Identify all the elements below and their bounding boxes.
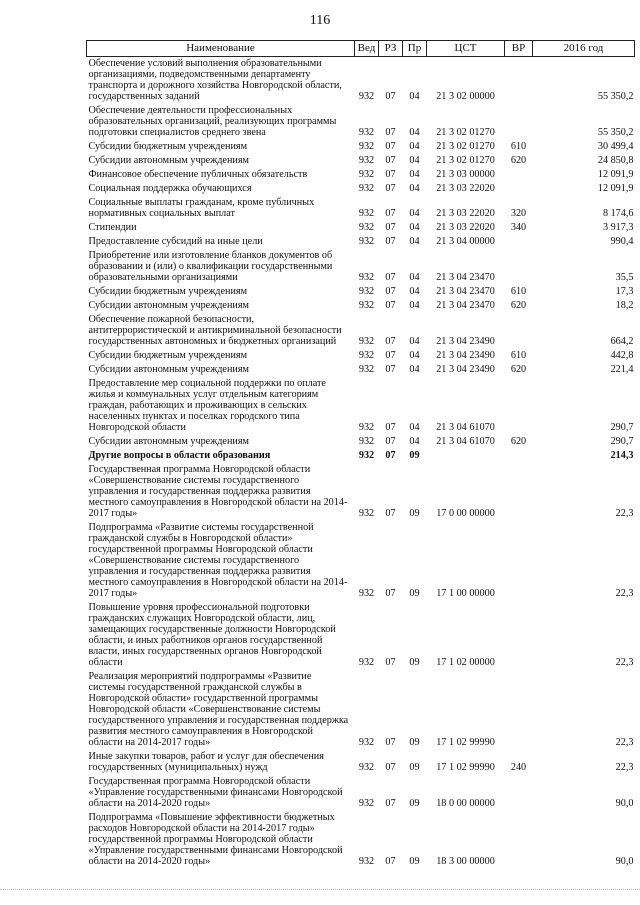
row-sum: 24 850,8 <box>597 155 634 166</box>
row-ved: 932 <box>358 169 375 180</box>
row-pr: 09 <box>409 762 420 773</box>
row-sum: 30 499,4 <box>597 141 634 152</box>
row-sum: 8 174,6 <box>602 208 634 219</box>
row-pr: 04 <box>409 127 420 138</box>
row-name: Подпрограмма «Повышение эффективности бюджетных расходов Новгородской области на 2014-2017 годы» государственной программы Новгородской области «Управление государственными финансами Новгородской области на 2014-2020 годы» <box>88 812 343 867</box>
row-ved: 932 <box>358 588 375 599</box>
row-name: Повышение уровня профессиональной подготовки гражданских служащих Новгородской области, лиц, замещающих государственные должности Новгородской области, и иных работников органов государственной власти, иных государственных органов Новгородской области <box>88 602 336 668</box>
row-cst: 21 3 04 23470 <box>436 286 495 297</box>
row-cst: 18 3 00 00000 <box>436 856 495 867</box>
row-name: Субсидии бюджетным учреждениям <box>88 141 248 152</box>
row-sum: 664,2 <box>610 336 634 347</box>
row-name: Предоставление субсидий на иные цели <box>88 236 263 247</box>
row-rz: 07 <box>385 286 396 297</box>
row-rz: 07 <box>385 336 396 347</box>
table-body <box>87 57 635 870</box>
table-row <box>87 750 635 775</box>
row-name: Субсидии бюджетным учреждениям <box>88 350 248 361</box>
header-vr: ВР <box>505 41 533 57</box>
row-ved: 932 <box>358 856 375 867</box>
row-ved: 932 <box>358 222 375 233</box>
table-row <box>87 196 635 221</box>
row-rz: 07 <box>385 350 396 361</box>
row-ved: 932 <box>358 272 375 283</box>
row-cst: 21 3 03 22020 <box>436 222 495 233</box>
row-cst: 21 3 04 23470 <box>436 272 495 283</box>
header-sum: 2016 год <box>533 41 635 57</box>
row-vr <box>505 313 533 349</box>
table-row <box>87 463 635 521</box>
row-cst: 21 3 02 01270 <box>436 155 495 166</box>
row-name: Стипендии <box>88 222 137 233</box>
row-rz: 07 <box>385 762 396 773</box>
row-rz: 07 <box>385 364 396 375</box>
row-sum: 3 917,3 <box>602 222 634 233</box>
row-sum: 35,5 <box>615 272 634 283</box>
row-cst: 17 1 02 00000 <box>436 657 495 668</box>
row-ved: 932 <box>358 364 375 375</box>
row-ved: 932 <box>358 450 375 461</box>
table-row <box>87 435 635 449</box>
row-vr <box>505 449 533 463</box>
row-name: Субсидии автономным учреждениям <box>88 300 249 311</box>
row-pr: 04 <box>409 222 420 233</box>
table-row <box>87 104 635 140</box>
row-cst: 17 0 00 00000 <box>436 508 495 519</box>
row-rz: 07 <box>385 856 396 867</box>
row-ved: 932 <box>358 798 375 809</box>
row-rz: 07 <box>385 169 396 180</box>
row-vr <box>505 463 533 521</box>
row-pr: 09 <box>409 588 420 599</box>
table-row <box>87 449 635 463</box>
row-cst <box>427 449 505 463</box>
table-row <box>87 235 635 249</box>
row-name: Другие вопросы в области образования <box>88 450 271 461</box>
table-row <box>87 285 635 299</box>
row-sum: 22,3 <box>615 762 634 773</box>
row-pr: 09 <box>409 798 420 809</box>
row-pr: 04 <box>409 141 420 152</box>
row-pr: 04 <box>409 300 420 311</box>
row-cst: 21 3 04 23490 <box>436 350 495 361</box>
row-sum: 90,0 <box>615 798 634 809</box>
row-cst: 21 3 04 23490 <box>436 336 495 347</box>
row-pr: 04 <box>409 236 420 247</box>
row-sum: 12 091,9 <box>597 169 634 180</box>
row-ved: 932 <box>358 657 375 668</box>
scan-edge-line <box>0 889 640 891</box>
row-cst: 21 3 04 00000 <box>436 236 495 247</box>
header-ved: Вед <box>355 41 379 57</box>
row-sum: 221,4 <box>610 364 634 375</box>
row-pr: 04 <box>409 336 420 347</box>
row-rz: 07 <box>385 155 396 166</box>
table-row <box>87 249 635 285</box>
row-cst: 17 1 00 00000 <box>436 588 495 599</box>
row-cst: 21 3 04 23470 <box>436 300 495 311</box>
row-name: Иные закупки товаров, работ и услуг для обеспечения государственных (муниципальных) нужд <box>88 751 324 773</box>
row-rz: 07 <box>385 141 396 152</box>
row-pr: 04 <box>409 422 420 433</box>
table-row <box>87 775 635 811</box>
row-vr <box>505 104 533 140</box>
row-ved: 932 <box>358 336 375 347</box>
table-row <box>87 182 635 196</box>
row-name: Обеспечение деятельности профессиональных образовательных организаций, реализующих программы подготовки специалистов среднего звена <box>88 105 337 138</box>
row-sum: 290,7 <box>610 422 634 433</box>
row-ved: 932 <box>358 422 375 433</box>
row-rz: 07 <box>385 588 396 599</box>
row-pr: 09 <box>409 657 420 668</box>
row-sum: 22,3 <box>615 508 634 519</box>
row-vr: 340 <box>510 222 527 233</box>
row-rz: 07 <box>385 737 396 748</box>
row-vr <box>505 377 533 435</box>
row-vr: 620 <box>510 436 527 447</box>
row-pr: 04 <box>409 91 420 102</box>
row-rz: 07 <box>385 236 396 247</box>
row-pr: 04 <box>409 364 420 375</box>
row-sum: 55 350,2 <box>597 127 634 138</box>
row-ved: 932 <box>358 737 375 748</box>
table-row <box>87 154 635 168</box>
table-row <box>87 349 635 363</box>
row-vr: 620 <box>510 300 527 311</box>
row-ved: 932 <box>358 508 375 519</box>
row-name: Субсидии автономным учреждениям <box>88 155 249 166</box>
row-vr <box>505 182 533 196</box>
row-vr <box>505 168 533 182</box>
row-ved: 932 <box>358 141 375 152</box>
table-row <box>87 140 635 154</box>
row-cst: 21 3 03 00000 <box>436 169 495 180</box>
row-ved: 932 <box>358 436 375 447</box>
row-ved: 932 <box>358 286 375 297</box>
row-name: Обеспечение пожарной безопасности, антитеррористической и антикриминальной безопасности государственных автономных и бюджетных организаций <box>88 314 342 347</box>
table-row <box>87 377 635 435</box>
row-ved: 932 <box>358 208 375 219</box>
row-vr <box>505 670 533 750</box>
row-ved: 932 <box>358 127 375 138</box>
row-ved: 932 <box>358 155 375 166</box>
row-vr: 320 <box>510 208 527 219</box>
row-vr: 620 <box>510 155 527 166</box>
table-row <box>87 521 635 601</box>
row-rz: 07 <box>385 450 396 461</box>
row-vr <box>505 521 533 601</box>
row-sum: 22,3 <box>615 737 634 748</box>
row-pr: 09 <box>409 737 420 748</box>
row-name: Приобретение или изготовление бланков документов об образовании и (или) о квалификации государственными образовательными организациями <box>88 250 333 283</box>
row-rz: 07 <box>385 91 396 102</box>
table-row <box>87 57 635 105</box>
row-pr: 04 <box>409 169 420 180</box>
row-sum: 90,0 <box>615 856 634 867</box>
row-pr: 04 <box>409 155 420 166</box>
row-ved: 932 <box>358 762 375 773</box>
row-pr: 09 <box>409 508 420 519</box>
row-cst: 21 3 03 22020 <box>436 183 495 194</box>
row-vr: 620 <box>510 364 527 375</box>
row-ved: 932 <box>358 236 375 247</box>
row-sum: 17,3 <box>615 286 634 297</box>
row-cst: 21 3 02 00000 <box>436 91 495 102</box>
row-sum: 290,7 <box>610 436 634 447</box>
budget-table <box>86 40 635 869</box>
row-name: Финансовое обеспечение публичных обязательств <box>88 169 308 180</box>
row-name: Субсидии автономным учреждениям <box>88 436 249 447</box>
row-cst: 21 3 04 61070 <box>436 436 495 447</box>
row-pr: 04 <box>409 350 420 361</box>
row-cst: 21 3 02 01270 <box>436 127 495 138</box>
row-sum: 55 350,2 <box>597 91 634 102</box>
row-rz: 07 <box>385 222 396 233</box>
row-name: Подпрограмма «Развитие системы государственной гражданской службы в Новгородской области» государственной программы Новгородской области «Совершенствование системы государственного управления и государственная поддержка развития местного самоуправления в Новгородской области на 2014-2017 годы» <box>88 522 348 599</box>
row-name: Государственная программа Новгородской области «Совершенствование системы государственного управления и государственная поддержка развития местного самоуправления в Новгородской области на 2014-2017 годы» <box>88 464 348 519</box>
table-row <box>87 670 635 750</box>
row-rz: 07 <box>385 183 396 194</box>
row-rz: 07 <box>385 422 396 433</box>
table-header-row <box>87 41 635 57</box>
row-rz: 07 <box>385 798 396 809</box>
row-pr: 04 <box>409 436 420 447</box>
table-row <box>87 299 635 313</box>
row-cst: 21 3 04 23490 <box>436 364 495 375</box>
row-name: Субсидии автономным учреждениям <box>88 364 249 375</box>
row-ved: 932 <box>358 300 375 311</box>
row-name: Социальная поддержка обучающихся <box>88 183 252 194</box>
row-cst: 17 1 02 99990 <box>436 762 495 773</box>
row-name: Государственная программа Новгородской области «Управление государственными финансами Новгородской области на 2014-2020 годы» <box>88 776 343 809</box>
row-name: Обеспечение условий выполнения образовательными организациями, подведомственными департаменту транспорта и дорожного хозяйства Новгородской области, государственных заданий <box>88 58 342 102</box>
row-pr: 09 <box>409 856 420 867</box>
table-row <box>87 601 635 670</box>
row-name: Субсидии бюджетным учреждениям <box>88 286 248 297</box>
table-row <box>87 313 635 349</box>
row-vr <box>505 811 533 869</box>
table-row <box>87 221 635 235</box>
row-cst: 21 3 02 01270 <box>436 141 495 152</box>
row-pr: 04 <box>409 286 420 297</box>
table-row <box>87 168 635 182</box>
row-rz: 07 <box>385 657 396 668</box>
header-rz: РЗ <box>379 41 403 57</box>
header-pr: Пр <box>403 41 427 57</box>
header-name: Наименование <box>87 41 355 57</box>
row-vr <box>505 775 533 811</box>
row-vr: 610 <box>510 141 527 152</box>
row-pr: 09 <box>409 450 420 461</box>
row-vr: 240 <box>510 762 527 773</box>
row-rz: 07 <box>385 436 396 447</box>
row-vr: 610 <box>510 286 527 297</box>
row-sum: 12 091,9 <box>597 183 634 194</box>
row-pr: 04 <box>409 272 420 283</box>
row-rz: 07 <box>385 272 396 283</box>
row-pr: 04 <box>409 208 420 219</box>
table-row <box>87 811 635 869</box>
row-name: Предоставление мер социальной поддержки по оплате жилья и коммунальных услуг отдельным категориям граждан, работающих и проживающих в сельских населенных пунктах и поселках городского типа Новгородской области <box>88 378 326 433</box>
row-vr <box>505 601 533 670</box>
row-cst: 17 1 02 99990 <box>436 737 495 748</box>
row-vr <box>505 57 533 105</box>
row-sum: 22,3 <box>615 657 634 668</box>
row-ved: 932 <box>358 183 375 194</box>
row-vr <box>505 249 533 285</box>
row-sum: 214,3 <box>610 450 634 461</box>
row-rz: 07 <box>385 508 396 519</box>
row-rz: 07 <box>385 300 396 311</box>
row-sum: 990,4 <box>610 236 634 247</box>
row-name: Реализация мероприятий подпрограммы «Развитие системы государственной гражданской службы в Новгородской области» государственной программы Новгородской области «Совершенствование системы государственного управления и государственная поддержка развития местного самоуправления в Новгородской области на 2014-2017 годы» <box>88 671 349 748</box>
row-rz: 07 <box>385 208 396 219</box>
header-cst: ЦСТ <box>427 41 505 57</box>
row-cst: 18 0 00 00000 <box>436 798 495 809</box>
row-sum: 18,2 <box>615 300 634 311</box>
row-rz: 07 <box>385 127 396 138</box>
row-sum: 442,8 <box>610 350 634 361</box>
row-vr <box>505 235 533 249</box>
row-ved: 932 <box>358 350 375 361</box>
table-row <box>87 363 635 377</box>
row-cst: 21 3 04 61070 <box>436 422 495 433</box>
row-ved: 932 <box>358 91 375 102</box>
row-sum: 22,3 <box>615 588 634 599</box>
row-cst: 21 3 03 22020 <box>436 208 495 219</box>
page-number: 116 <box>309 13 331 28</box>
row-name: Социальные выплаты гражданам, кроме публичных нормативных социальных выплат <box>88 197 315 219</box>
row-pr: 04 <box>409 183 420 194</box>
row-vr: 610 <box>510 350 527 361</box>
